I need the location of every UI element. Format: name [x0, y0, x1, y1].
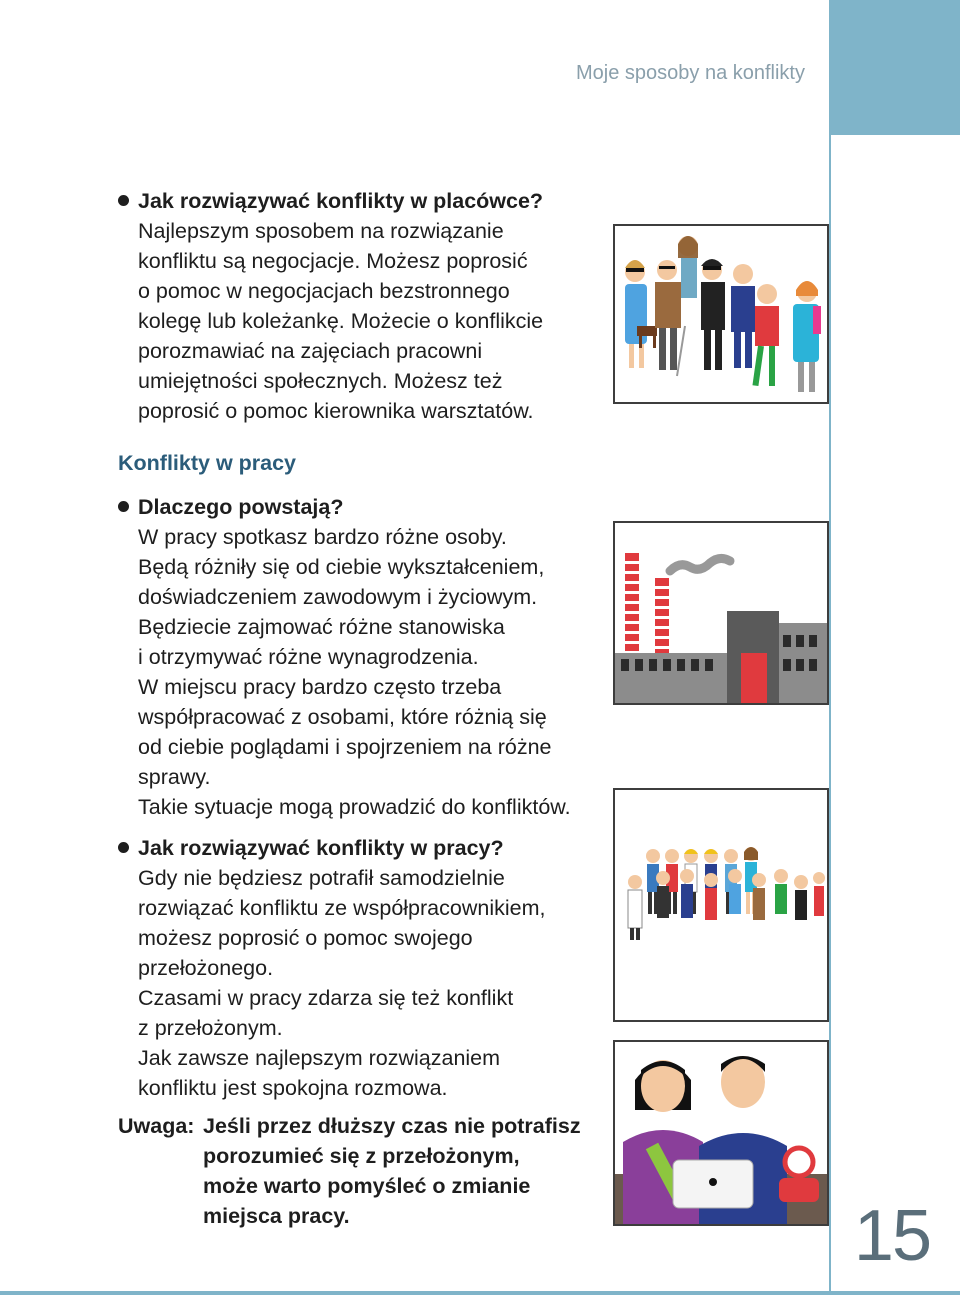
- factory-icon: [613, 521, 829, 705]
- section-title-placowka: Jak rozwiązywać konflikty w placówce?: [118, 186, 543, 216]
- section-heading-praca: Konflikty w pracy: [118, 451, 297, 475]
- group-of-people-icon: [613, 224, 829, 404]
- section-body-placowka: Najlepszym sposobem na rozwiązanie konfliktu są negocjacje. Możesz poprosić o pomoc w negocjacjach bezstronnego kolegę lub koleżankę. Możecie o konflikcie porozmawiać na zajęciach pracowni umiejętności społecznych. Możesz też poprosić o pomoc kierownika warsztatów.: [138, 219, 544, 423]
- note-label: Uwaga:: [118, 1114, 195, 1138]
- right-sidebar: [829, 0, 960, 1295]
- note-text: Jeśli przez dłuższy czas nie potrafisz porozumieć się z przełożonym, może warto pomyśleć o zmianie miejsca pracy.: [203, 1114, 581, 1228]
- running-header: Moje sposoby na konflikty: [575, 62, 805, 84]
- crowd-of-workers-icon: [613, 788, 829, 1022]
- section-body-praca: Gdy nie będziesz potrafił samodzielnie rozwiązać konfliktu ze współpracownikiem, możesz poprosić o pomoc swojego przełożonego. Czasami w pracy zdarza się też konflikt z przełożonym. Jak zawsze najlepszym rozwiązaniem konfliktu jest spokojna rozmowa.: [138, 866, 546, 1100]
- bottom-rule: [0, 1291, 960, 1295]
- boss-and-employee-icon: [613, 1040, 829, 1226]
- section-body-dlaczego: W pracy spotkasz bardzo różne osoby. Będą różniły się od ciebie wykształceniem, doświadczeniem zawodowym i życiowym. Będziecie zajmować różne stanowiska i otrzymywać różne wynagrodzenia. W miejscu pracy bardzo często trzeba współpracować z osobami, które różnią się od ciebie poglądami i spojrzeniem na różne sprawy. Takie sytuacje mogą prowadzić do konfliktów.: [138, 525, 571, 819]
- sidebar-divider: [829, 0, 831, 1295]
- page-number: 15: [853, 1196, 930, 1276]
- section-title-dlaczego: Dlaczego powstają?: [118, 492, 344, 522]
- sidebar-color-band: [829, 0, 960, 135]
- section-title-praca: Jak rozwiązywać konflikty w pracy?: [118, 833, 504, 863]
